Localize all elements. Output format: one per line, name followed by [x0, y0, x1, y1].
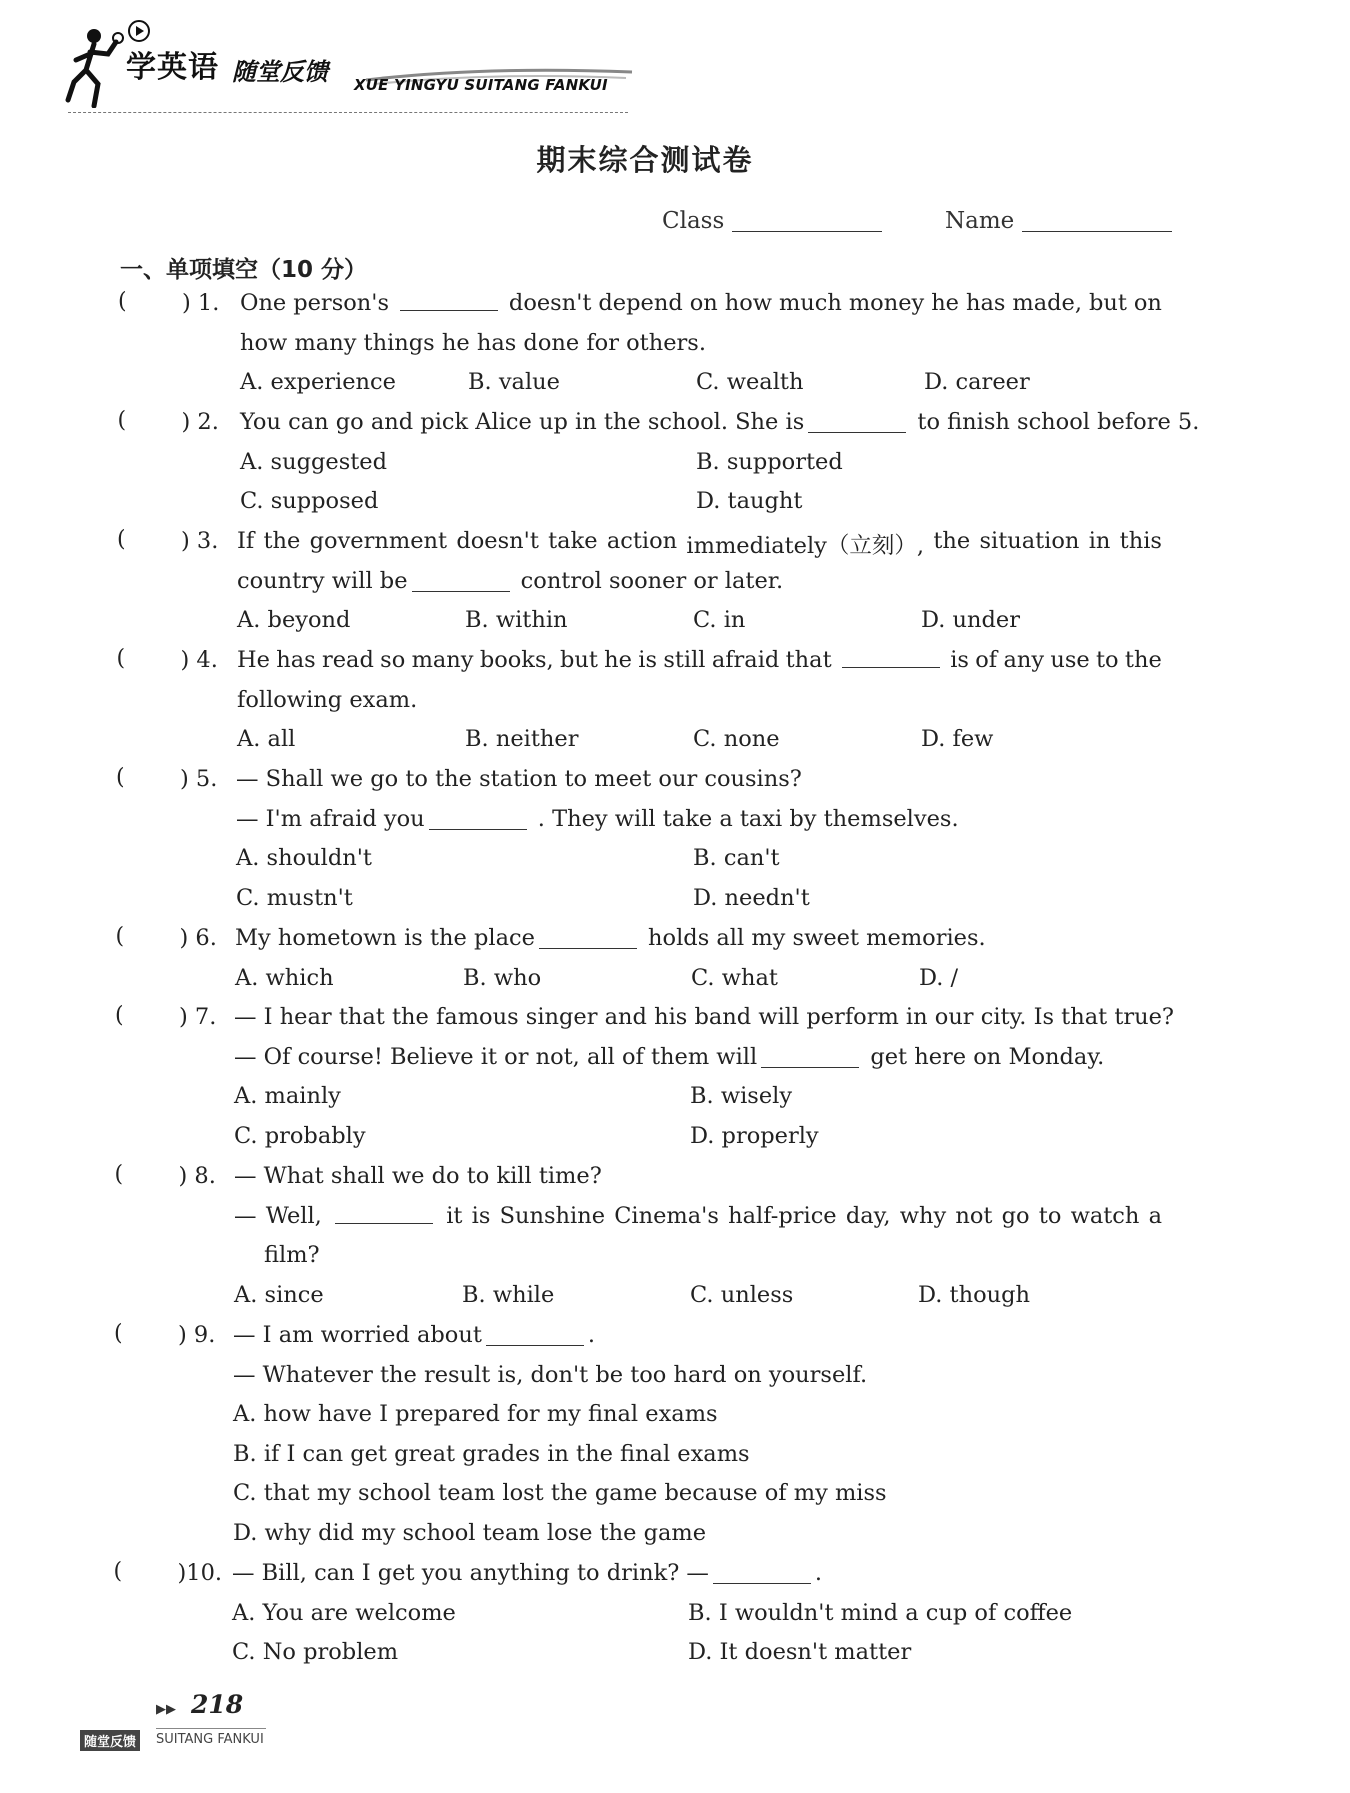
answer-option[interactable]: C. what [691, 964, 778, 991]
answer-option[interactable]: C. none [693, 726, 780, 753]
answer-blank [761, 1047, 859, 1068]
answer-paren-open: ( [114, 1321, 123, 1346]
answer-option[interactable]: A. since [234, 1281, 324, 1308]
question-number: ) 8. [178, 1163, 216, 1189]
answer-option[interactable]: D. few [921, 726, 994, 753]
class-label: Class [662, 208, 725, 234]
question-number: ) 2. [181, 409, 219, 435]
answer-paren-open: ( [114, 1162, 124, 1187]
question-text: — Of course! Believe it or not, all of them will get here on Monday. [234, 1043, 1105, 1070]
answer-option[interactable]: B. neither [465, 726, 579, 753]
question-number: ) 4. [180, 647, 218, 673]
question-text: how many things he has done for others. [240, 329, 706, 356]
answer-blank [808, 412, 906, 433]
answer-blank [842, 647, 940, 668]
question-text: country will be control sooner or later. [237, 567, 784, 594]
answer-option[interactable]: C. in [693, 607, 746, 634]
header-divider [68, 112, 628, 113]
answer-option[interactable]: C. wealth [696, 369, 804, 396]
question-text: film? [264, 1242, 320, 1269]
class-blank [732, 231, 882, 232]
header-logo [64, 18, 624, 110]
answer-option[interactable]: B. if I can get great grades in the final exams [233, 1440, 750, 1467]
answer-option[interactable]: A. which [235, 964, 334, 991]
answer-paren-open: ( [115, 1003, 124, 1028]
answer-option[interactable]: C. probably [234, 1122, 366, 1149]
answer-option[interactable]: A. suggested [240, 448, 388, 475]
footer-tag-chinese: 随堂反馈 [80, 1730, 140, 1751]
runner-icon [64, 24, 128, 108]
answer-option[interactable]: A. You are welcome [232, 1599, 456, 1626]
answer-option[interactable]: B. value [468, 369, 560, 396]
answer-option[interactable]: C. supposed [240, 488, 379, 515]
question-text: — Well, it is Sunshine Cinema's half-price day, why not go to watch a [234, 1202, 1162, 1229]
answer-option[interactable]: D. career [924, 369, 1030, 396]
answer-option[interactable]: D. taught [696, 488, 803, 515]
question-text: You can go and pick Alice up in the school. She is to finish school before 5. [240, 409, 1200, 435]
question-number: ) 9. [178, 1322, 216, 1348]
answer-option[interactable]: A. experience [240, 369, 396, 396]
answer-paren-open: ( [118, 289, 127, 314]
question-text: — Bill, can I get you anything to drink? — . [232, 1560, 823, 1586]
answer-option[interactable]: B. supported [696, 448, 843, 475]
question-text: He has read so many books, but he is still afraid that is of any use to the [237, 647, 1162, 673]
brand-english: XUE YINGYU SUITANG FANKUI [354, 76, 608, 94]
double-arrow-icon: ▶▶ [156, 1702, 176, 1717]
answer-option[interactable]: A. how have I prepared for my final exams [233, 1401, 718, 1428]
footer [78, 1688, 298, 1758]
answer-paren-open: ( [115, 924, 125, 949]
question-number: ) 3. [181, 528, 219, 554]
question-number: ) 6. [179, 925, 217, 951]
answer-paren-open: ( [113, 1559, 123, 1584]
answer-option[interactable]: D. needn't [693, 884, 810, 911]
answer-blank [713, 1563, 811, 1584]
name-field [945, 208, 1172, 234]
question-number: ) 7. [179, 1004, 217, 1030]
answer-option[interactable]: B. while [462, 1281, 555, 1308]
section-title: 一、单项填空（10 分） [120, 257, 368, 283]
answer-option[interactable]: D. / [919, 964, 959, 991]
question-text: — What shall we do to kill time? [234, 1163, 602, 1189]
answer-option[interactable]: A. shouldn't [236, 845, 372, 872]
answer-paren-open: ( [116, 646, 126, 671]
answer-blank [335, 1203, 433, 1224]
page-title: 期末综合测试卷 [536, 143, 754, 177]
answer-option[interactable]: C. mustn't [236, 884, 353, 911]
answer-option[interactable]: A. all [237, 726, 296, 753]
name-blank [1022, 231, 1172, 232]
name-label: Name [945, 208, 1015, 234]
brand-chinese: 学英语 [126, 50, 219, 85]
question-text: One person's doesn't depend on how much money he has made, but on [240, 290, 1162, 316]
answer-paren-open: ( [116, 765, 125, 790]
answer-option[interactable]: A. beyond [237, 607, 351, 634]
answer-option[interactable]: B. within [465, 607, 568, 634]
answer-option[interactable]: B. I wouldn't mind a cup of coffee [688, 1599, 1073, 1626]
page-number: 218 [191, 1690, 244, 1719]
class-field [662, 208, 882, 234]
answer-blank [539, 928, 637, 949]
answer-option[interactable]: D. It doesn't matter [688, 1639, 912, 1666]
question-number: ) 5. [180, 766, 218, 792]
answer-option[interactable]: B. wisely [690, 1083, 793, 1110]
answer-blank [429, 809, 527, 830]
question-text: following exam. [237, 686, 418, 713]
question-number: ) 1. [182, 290, 220, 316]
footer-tag-english: SUITANG FANKUI [156, 1732, 264, 1747]
question-text: — Shall we go to the station to meet our cousins? [236, 766, 802, 792]
question-text: My hometown is the place holds all my sweet memories. [235, 925, 986, 951]
question-text: — I am worried about . [233, 1322, 596, 1348]
answer-option[interactable]: D. properly [690, 1122, 819, 1149]
question-text: — I hear that the famous singer and his band will perform in our city. Is that true? [234, 1004, 1174, 1030]
answer-blank [400, 290, 498, 311]
answer-blank [412, 571, 510, 592]
answer-blank [486, 1325, 584, 1346]
question-number: )10. [177, 1560, 223, 1586]
answer-option[interactable]: C. that my school team lost the game because of my miss [233, 1480, 887, 1507]
answer-option[interactable]: C. unless [690, 1281, 794, 1308]
answer-paren-open: ( [117, 527, 126, 552]
answer-option[interactable]: A. mainly [234, 1083, 341, 1110]
answer-option[interactable]: D. why did my school team lose the game [233, 1520, 707, 1546]
answer-option[interactable]: B. who [463, 964, 542, 991]
play-circle-icon [128, 20, 150, 42]
question-text: — I'm afraid you . They will take a taxi by themselves. [236, 805, 959, 832]
answer-option[interactable]: B. can't [693, 845, 780, 872]
question-text: If the government doesn't take action immediately（立刻）, the situation in this [237, 528, 1162, 559]
question-text: — Whatever the result is, don't be too hard on yourself. [233, 1361, 868, 1388]
footer-rule [156, 1728, 266, 1729]
brand-chinese-secondary: 随堂反馈 [232, 58, 328, 86]
answer-option[interactable]: C. No problem [232, 1639, 399, 1666]
answer-option[interactable]: D. though [918, 1281, 1031, 1308]
answer-option[interactable]: D. under [921, 607, 1020, 634]
answer-paren-open: ( [117, 408, 127, 433]
